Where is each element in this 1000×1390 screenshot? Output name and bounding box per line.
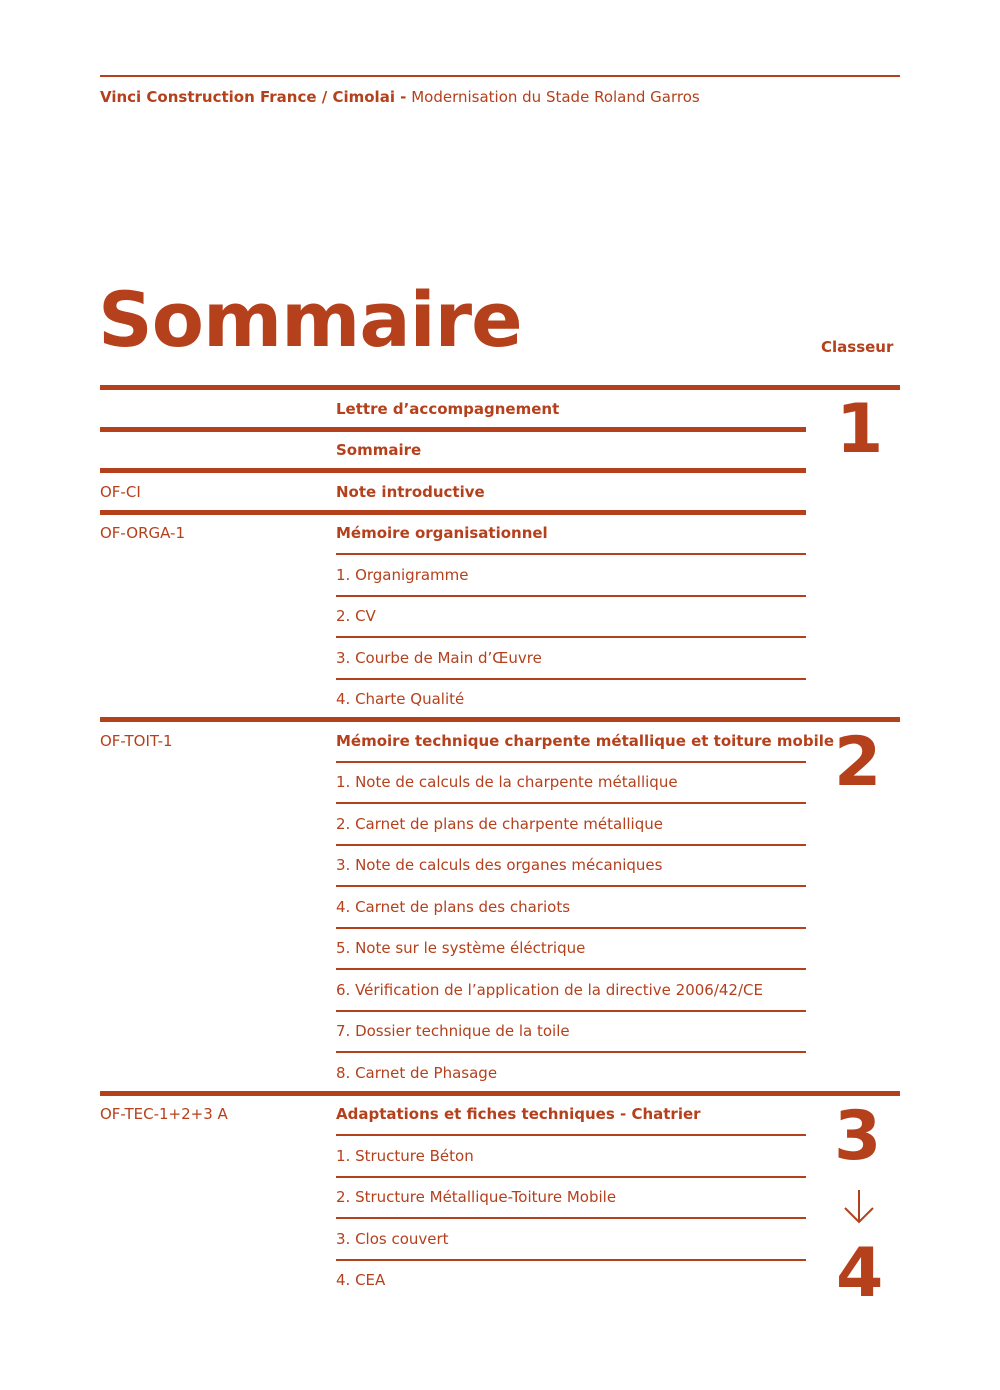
list-item: 5. Note sur le système éléctrique bbox=[336, 939, 586, 957]
section-title: Mémoire organisationnel bbox=[336, 524, 548, 542]
header-project: Modernisation du Stade Roland Garros bbox=[411, 88, 700, 106]
item-separator bbox=[336, 968, 806, 970]
list-item: 3. Note de calculs des organes mécaniques bbox=[336, 856, 663, 874]
page-title: Sommaire bbox=[98, 275, 522, 364]
list-item: 8. Carnet de Phasage bbox=[336, 1064, 498, 1082]
list-item: 6. Vérification de l’application de la directive 2006/42/CE bbox=[336, 981, 763, 999]
list-item: 7. Dossier technique de la toile bbox=[336, 1022, 570, 1040]
section-rule bbox=[100, 717, 900, 722]
section-code: OF-ORGA-1 bbox=[100, 524, 186, 542]
section-title: Note introductive bbox=[336, 483, 485, 501]
item-separator bbox=[336, 678, 806, 680]
item-separator bbox=[336, 1176, 806, 1178]
binder-number-1: 1 bbox=[836, 390, 884, 469]
list-item: 1. Note de calculs de la charpente métallique bbox=[336, 773, 678, 791]
list-item: 1. Organigramme bbox=[336, 566, 469, 584]
list-item: 2. Structure Métallique-Toiture Mobile bbox=[336, 1188, 617, 1206]
section-rule bbox=[100, 468, 806, 473]
item-separator bbox=[336, 595, 806, 597]
list-item: 4. CEA bbox=[336, 1271, 386, 1289]
section-code: OF-TOIT-1 bbox=[100, 732, 173, 750]
item-separator bbox=[336, 1010, 806, 1012]
list-item: 2. CV bbox=[336, 607, 376, 625]
section-title: Mémoire technique charpente métallique et toiture mobile bbox=[336, 732, 835, 750]
item-separator bbox=[336, 885, 806, 887]
list-item: 3. Clos couvert bbox=[336, 1230, 449, 1248]
item-separator bbox=[336, 1217, 806, 1219]
section-rule bbox=[100, 385, 900, 390]
binder-number-4: 4 bbox=[836, 1234, 884, 1313]
section-code: OF-TEC-1+2+3 A bbox=[100, 1105, 228, 1123]
item-separator bbox=[336, 553, 806, 555]
list-item: 3. Courbe de Main d’Œuvre bbox=[336, 649, 542, 667]
item-separator bbox=[336, 927, 806, 929]
list-item: 1. Structure Béton bbox=[336, 1147, 474, 1165]
header-company: Vinci Construction France / Cimolai - bbox=[100, 88, 407, 106]
section-title: Adaptations et fiches techniques - Chatrier bbox=[336, 1105, 701, 1123]
section-rule bbox=[100, 427, 806, 432]
document-header bbox=[100, 88, 700, 106]
item-separator bbox=[336, 802, 806, 804]
binder-number-3: 3 bbox=[834, 1097, 882, 1176]
item-separator bbox=[336, 1134, 806, 1136]
header-rule bbox=[100, 75, 900, 77]
item-separator bbox=[336, 1051, 806, 1053]
list-item: 4. Carnet de plans des chariots bbox=[336, 898, 571, 916]
section-title: Sommaire bbox=[336, 441, 422, 459]
binder-number-2: 2 bbox=[834, 723, 882, 802]
item-separator bbox=[336, 1259, 806, 1261]
list-item: 4. Charte Qualité bbox=[336, 690, 465, 708]
item-separator bbox=[336, 636, 806, 638]
section-title: Lettre d’accompagnement bbox=[336, 400, 560, 418]
item-separator bbox=[336, 761, 806, 763]
section-rule bbox=[100, 1091, 900, 1096]
classeur-label: Classeur bbox=[821, 338, 894, 356]
arrow-down-icon bbox=[842, 1188, 876, 1226]
item-separator bbox=[336, 844, 806, 846]
section-rule bbox=[100, 510, 806, 515]
section-code: OF-CI bbox=[100, 483, 141, 501]
list-item: 2. Carnet de plans de charpente métallique bbox=[336, 815, 663, 833]
